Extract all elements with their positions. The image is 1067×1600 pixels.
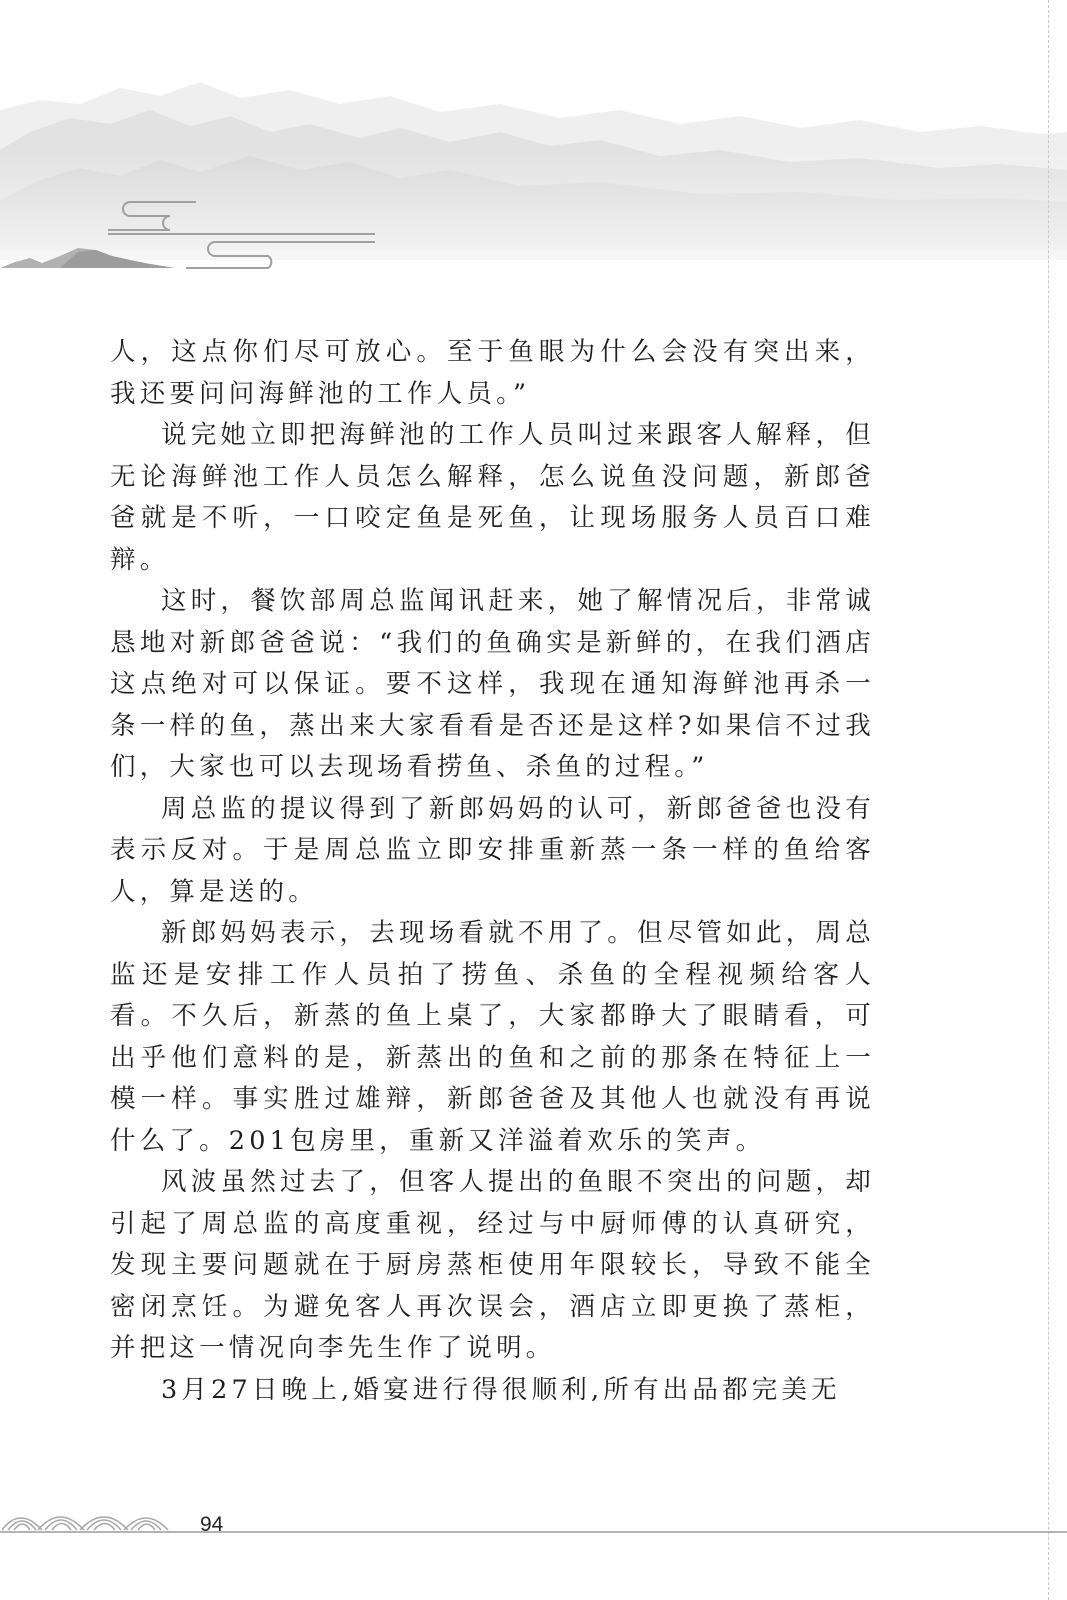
- paragraph-7: 3月27日晚上,婚宴进行得很顺利,所有出品都完美无: [161, 1374, 841, 1405]
- paragraph-3: 这时，餐饮部周总监闻讯赶来，她了解情况后，非常诚恳地对新郎爸爸说：“我们的鱼确实是新鲜的，在我们酒店这点绝对可以保证。要不这样，我现在通知海鲜池再杀一条一样的鱼，蒸出来大家看看是否还是这样?如果信不过我们，大家也可以去现场看捞鱼、杀鱼的过程。”: [110, 586, 875, 782]
- paragraph-6: 风波虽然过去了，但客人提出的鱼眼不突出的问题，却引起了周总监的高度重视，经过与中厨师傅的认真研究，发现主要问题就在于厨房蒸柜使用年限较长，导致不能全密闭烹饪。为避免客人再次误会，酒店立即更换了蒸柜，并把这一情况向李先生作了说明。: [110, 1167, 875, 1363]
- body-text: [110, 332, 875, 1411]
- paragraph-4: 周总监的提议得到了新郎妈妈的认可，新郎爸爸也没有表示反对。于是周总监立即安排重新蒸一条一样的鱼给客人，算是送的。: [110, 793, 875, 907]
- ink-mountain-header-illustration: [0, 0, 1067, 300]
- page-number: 94: [200, 1513, 224, 1536]
- paragraph-5: 新郎妈妈表示，去现场看就不用了。但尽管如此，周总监还是安排工作人员拍了捞鱼、杀鱼的全程视频给客人看。不久后，新蒸的鱼上桌了，大家都睁大了眼睛看，可出乎他们意料的是，新蒸出的鱼和之前的那条在特征上一模一样。事实胜过雄辩，新郎爸爸及其他人也就没有再说什么了。201包房里，重新又洋溢着欢乐的笑声。: [110, 918, 875, 1156]
- paragraph-1: 人，这点你们尽可放心。至于鱼眼为什么会没有突出来，我还要问问海鲜池的工作人员。”: [110, 337, 875, 409]
- paragraph-2: 说完她立即把海鲜池的工作人员叫过来跟客人解释，但无论海鲜池工作人员怎么解释，怎么说鱼没问题，新郎爸爸就是不听，一口咬定鱼是死鱼，让现场服务人员百口难辩。: [110, 420, 875, 575]
- page-edge-dashed-line: [1048, 0, 1049, 1600]
- wave-ornament-footer: [0, 1500, 1067, 1540]
